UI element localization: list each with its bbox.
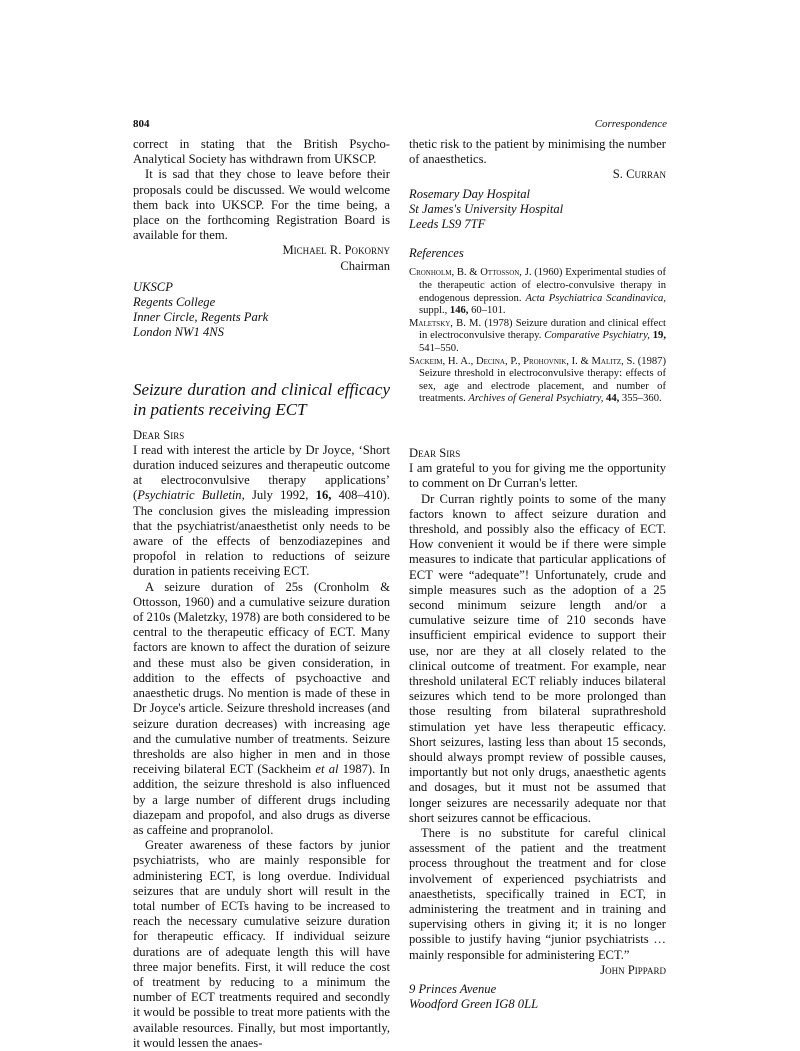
left-column	[133, 137, 390, 1051]
paragraph: There is no substitute for careful clinical assessment of the patient and the treatment process throughout the treatment and for close involvement of experienced psychiatrists and anaesthetists, specifically trained in ECT, in administering the treatment and in training and supervising others in giving it; it is no longer possible to justify having “junior psychiatrists … mainly responsible for administering ECT.”	[409, 826, 666, 962]
paragraph: correct in stating that the British Psycho-Analytical Society has withdrawn from UKSCP.	[133, 137, 390, 167]
reference-item: Sackeim, H. A., Decina, P., Prohovnik, I. & Malitz, S. (1987) Seizure threshold in electroconvulsive therapy: effects of sex, age and electrode placement, and number of treatments. Archives of General Psychiatry, 44, 355–360.	[409, 355, 666, 405]
page-number: 804	[133, 118, 150, 130]
signature-name: John Pippard	[600, 962, 666, 977]
paragraph: Greater awareness of these factors by junior psychiatrists, who are mainly responsible for administering ECT, is long overdue. Individual seizures that are unduly short will result in the total number of ECTs having to be increased to reach the necessary cumulative seizure duration for therapeutic efficacy. If individual seizure durations are of adequate length this will have three major benefits. First, it will reduce the cost of treatment by reducing to a minimum the number of ECT treatments required and secondly it would be possible to treat more patients with the available resources. Finally, but most importantly, it would lessen the anaes-	[133, 838, 390, 1050]
paragraph: It is sad that they chose to leave before their proposals could be discussed. We would welcome them back into UKSCP. For the time being, a place on the forthcoming Registration Board is available for them.	[133, 167, 390, 243]
section-title: Correspondence	[594, 118, 667, 130]
address-line: Regents College	[133, 295, 216, 310]
paragraph: thetic risk to the patient by minimising the number of anaesthetics.	[409, 137, 666, 167]
address-line: UKSCP	[133, 279, 173, 294]
right-column	[409, 137, 666, 1012]
paragraph: I read with interest the article by Dr Joyce, ‘Short duration induced seizures and therapeutic outcome at electroconvulsive therapy applications’ (Psychiatric Bulletin, July 1992, 16, 408–410). The conclusion gives the misleading impression that the psychiatrist/anaesthetist only needs to be aware of the effects of benzodiazepines and propofol in relation to reductions of seizure duration in patients receiving ECT.	[133, 442, 390, 579]
address-line: St James's University Hospital	[409, 201, 564, 216]
page-header	[133, 118, 667, 134]
signature-name: Michael R. Pokorny	[282, 243, 390, 258]
reference-item: Maletsky, B. M. (1978) Seizure duration and clinical effect in electroconvulsive therapy. Comparative Psychiatry, 19, 541–550.	[409, 317, 666, 354]
references-heading: References	[409, 246, 464, 261]
paragraph: I am grateful to you for giving me the opportunity to comment on Dr Curran's letter.	[409, 461, 666, 491]
signature-title: Chairman	[340, 258, 390, 273]
reference-item: Cronholm, B. & Ottosson, J. (1960) Experimental studies of the therapeutic action of electro-convulsive therapy in endogenous depression. Acta Psychiatrica Scandinavica, suppl., 146, 60–101.	[409, 267, 666, 317]
address-line: 9 Princes Avenue	[409, 982, 497, 997]
paragraph: A seizure duration of 25s (Cronholm & Ottosson, 1960) and a cumulative seizure duration of 210s (Maletzky, 1978) are both considered to be central to the therapeutic efficacy of ECT. Many factors are known to affect the duration of seizure and these must also be given consideration, in addition to the effects of psychoactive and anaesthetic drugs. No mention is made of these in Dr Joyce's article. Seizure threshold increases (and seizure duration decreases) with increasing age and the cumulative number of treatments. Seizure thresholds are also higher in men and in those receiving bilateral ECT (Sackheim et al 1987). In addition, the seizure threshold is also influenced by a large number of different drugs including diazepam and propofol, and also drugs as diverse as caffeine and propranolol.	[133, 579, 390, 837]
address-line: Leeds LS9 7TF	[409, 217, 486, 232]
signature-name: S. Curran	[612, 167, 666, 182]
salutation: Dear Sirs	[409, 445, 461, 460]
address-line: Rosemary Day Hospital	[409, 186, 531, 201]
address-line: Woodford Green IG8 0LL	[409, 997, 539, 1012]
address-line: London NW1 4NS	[133, 325, 224, 340]
address-line: Inner Circle, Regents Park	[133, 310, 269, 325]
salutation: Dear Sirs	[133, 427, 185, 442]
paragraph: Dr Curran rightly points to some of the many factors known to affect seizure duration and threshold, and possibly also the efficacy of ECT. How convenient it would be if there were simple measures to indicate that particular applications of ECT were “adequate”! Unfortunately, crude and simple measures such as the adoption of a 25 second minimum seizure length and/or a cumulative seizure time of 210 seconds have insufficient empirical evidence to support their use, nor are they at all closely related to the clinical outcome of treatment. For example, near threshold unilateral ECT reliably induces bilateral seizures which tend to be more prolonged than those resulting from bilateral suprathreshold stimulation yet have less therapeutic efficacy. Short seizures, lasting less than about 15 seconds, should always prompt review of possible causes, importantly but not only drugs, anaesthetic agents and dosages, but it must not be assumed that longer seizures are necessarily adequate nor that short seizures cannot be efficacious.	[409, 491, 666, 825]
article-title: Seizure duration and clinical efficacy in patients receiving ECT	[133, 379, 390, 419]
